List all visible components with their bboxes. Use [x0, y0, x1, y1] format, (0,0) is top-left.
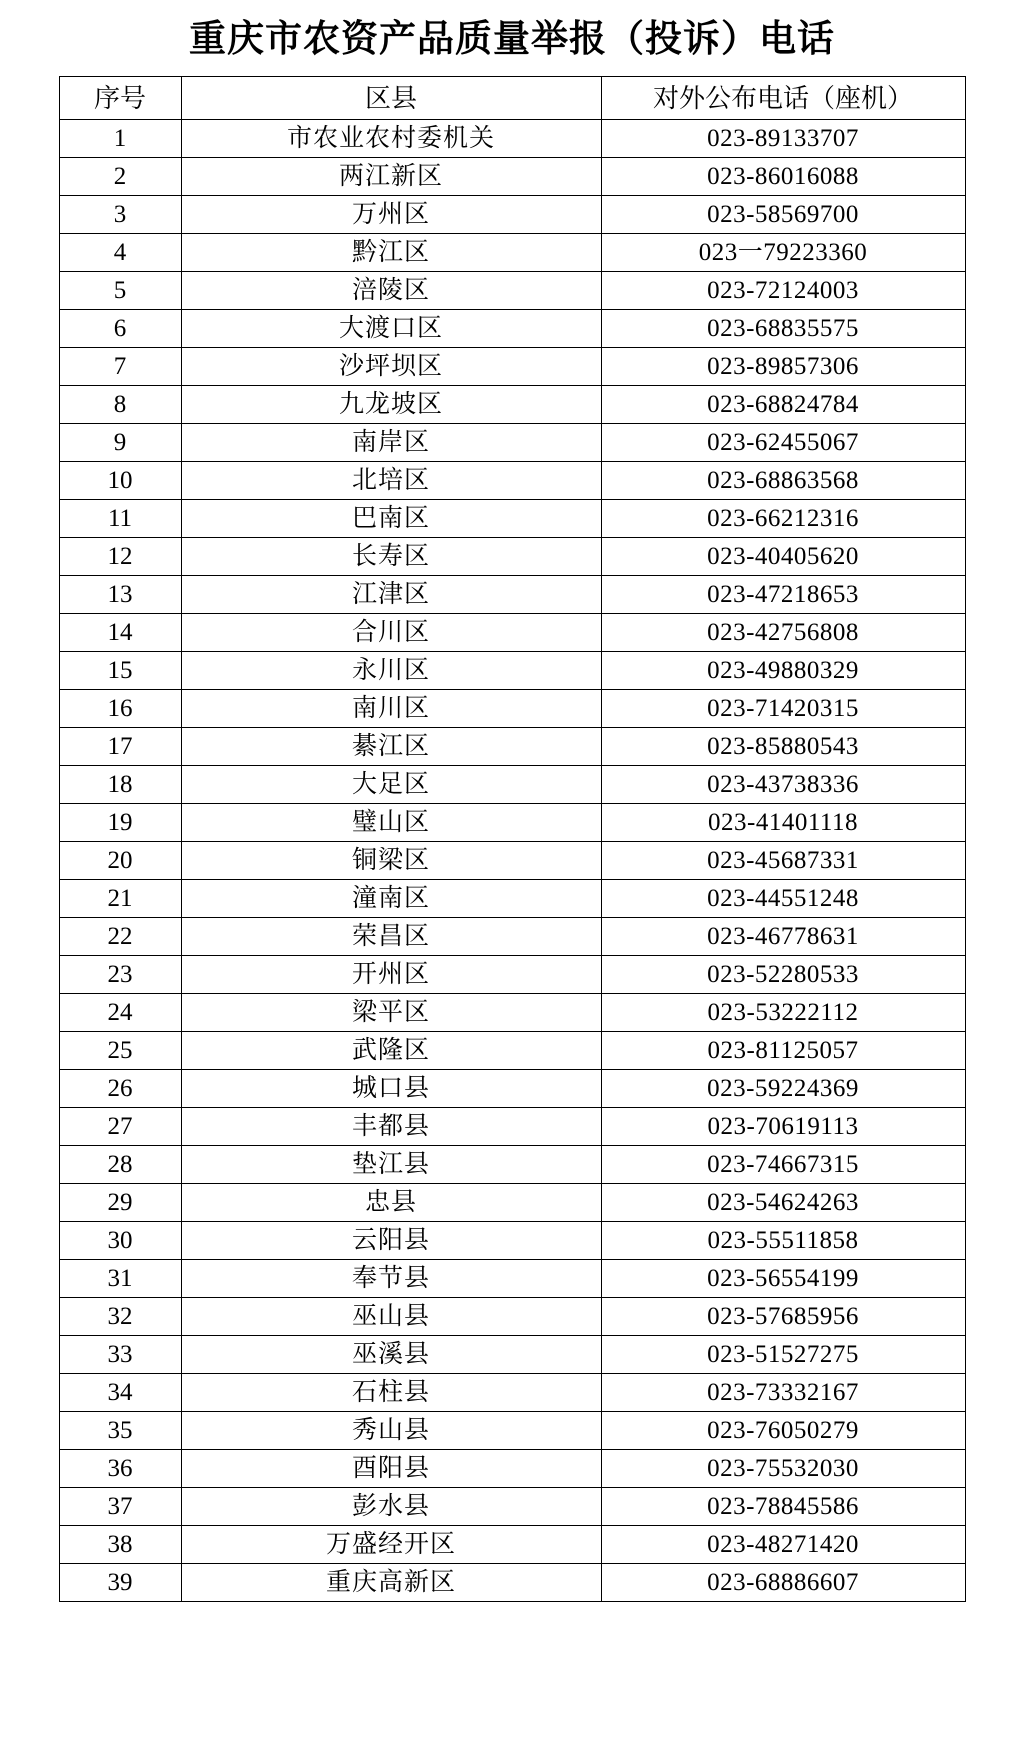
cell-index: 32 — [59, 1298, 181, 1336]
table-row — [59, 994, 965, 1032]
cell-area: 巴南区 — [181, 500, 601, 538]
cell-index: 9 — [59, 424, 181, 462]
table-row — [59, 1488, 965, 1526]
table-row — [59, 1260, 965, 1298]
cell-phone: 023-42756808 — [601, 614, 965, 652]
table-row — [59, 120, 965, 158]
cell-phone: 023-54624263 — [601, 1184, 965, 1222]
cell-area: 石柱县 — [181, 1374, 601, 1412]
table-header-row — [59, 77, 965, 120]
column-header-area: 区县 — [181, 77, 601, 120]
table-row — [59, 1412, 965, 1450]
cell-area: 北培区 — [181, 462, 601, 500]
table-row — [59, 1146, 965, 1184]
cell-phone: 023-74667315 — [601, 1146, 965, 1184]
table-row — [59, 424, 965, 462]
cell-phone: 023-57685956 — [601, 1298, 965, 1336]
cell-area: 永川区 — [181, 652, 601, 690]
cell-phone: 023-48271420 — [601, 1526, 965, 1564]
cell-phone: 023-44551248 — [601, 880, 965, 918]
table-row — [59, 918, 965, 956]
cell-index: 12 — [59, 538, 181, 576]
cell-phone: 023-56554199 — [601, 1260, 965, 1298]
table-row — [59, 1070, 965, 1108]
cell-area: 长寿区 — [181, 538, 601, 576]
cell-phone: 023-68886607 — [601, 1564, 965, 1602]
cell-index: 7 — [59, 348, 181, 386]
cell-phone: 023-86016088 — [601, 158, 965, 196]
cell-index: 18 — [59, 766, 181, 804]
cell-area: 大足区 — [181, 766, 601, 804]
cell-phone: 023-70619113 — [601, 1108, 965, 1146]
table-row — [59, 652, 965, 690]
table-row — [59, 1298, 965, 1336]
cell-index: 5 — [59, 272, 181, 310]
cell-index: 2 — [59, 158, 181, 196]
table-row — [59, 272, 965, 310]
cell-phone: 023-76050279 — [601, 1412, 965, 1450]
cell-phone: 023-89857306 — [601, 348, 965, 386]
table-row — [59, 1374, 965, 1412]
cell-index: 1 — [59, 120, 181, 158]
cell-area: 彭水县 — [181, 1488, 601, 1526]
cell-index: 17 — [59, 728, 181, 766]
cell-phone: 023-66212316 — [601, 500, 965, 538]
cell-index: 3 — [59, 196, 181, 234]
cell-area: 开州区 — [181, 956, 601, 994]
cell-index: 33 — [59, 1336, 181, 1374]
cell-index: 30 — [59, 1222, 181, 1260]
table-row — [59, 880, 965, 918]
cell-index: 29 — [59, 1184, 181, 1222]
cell-phone: 023-47218653 — [601, 576, 965, 614]
cell-index: 13 — [59, 576, 181, 614]
cell-index: 21 — [59, 880, 181, 918]
table-row — [59, 956, 965, 994]
cell-index: 23 — [59, 956, 181, 994]
table-row — [59, 158, 965, 196]
cell-index: 22 — [59, 918, 181, 956]
table-row — [59, 234, 965, 272]
cell-phone: 023-55511858 — [601, 1222, 965, 1260]
cell-phone: 023-68835575 — [601, 310, 965, 348]
cell-index: 19 — [59, 804, 181, 842]
table-row — [59, 196, 965, 234]
cell-phone: 023-78845586 — [601, 1488, 965, 1526]
cell-area: 涪陵区 — [181, 272, 601, 310]
cell-phone: 023-85880543 — [601, 728, 965, 766]
cell-phone: 023-62455067 — [601, 424, 965, 462]
cell-area: 南川区 — [181, 690, 601, 728]
cell-phone: 023一79223360 — [601, 234, 965, 272]
cell-area: 酉阳县 — [181, 1450, 601, 1488]
cell-index: 37 — [59, 1488, 181, 1526]
cell-area: 荣昌区 — [181, 918, 601, 956]
phone-directory-table — [59, 76, 966, 1602]
table-row — [59, 462, 965, 500]
cell-area: 南岸区 — [181, 424, 601, 462]
cell-area: 巫溪县 — [181, 1336, 601, 1374]
table-row — [59, 538, 965, 576]
cell-phone: 023-71420315 — [601, 690, 965, 728]
cell-phone: 023-68824784 — [601, 386, 965, 424]
table-row — [59, 766, 965, 804]
cell-area: 九龙坡区 — [181, 386, 601, 424]
cell-phone: 023-45687331 — [601, 842, 965, 880]
cell-phone: 023-59224369 — [601, 1070, 965, 1108]
cell-area: 璧山区 — [181, 804, 601, 842]
cell-index: 11 — [59, 500, 181, 538]
table-row — [59, 690, 965, 728]
cell-phone: 023-58569700 — [601, 196, 965, 234]
cell-area: 黔江区 — [181, 234, 601, 272]
table-row — [59, 1222, 965, 1260]
table-row — [59, 728, 965, 766]
table-row — [59, 310, 965, 348]
cell-index: 4 — [59, 234, 181, 272]
cell-phone: 023-75532030 — [601, 1450, 965, 1488]
cell-phone: 023-72124003 — [601, 272, 965, 310]
table-row — [59, 842, 965, 880]
table-row — [59, 576, 965, 614]
cell-area: 秀山县 — [181, 1412, 601, 1450]
cell-index: 14 — [59, 614, 181, 652]
cell-index: 31 — [59, 1260, 181, 1298]
cell-phone: 023-51527275 — [601, 1336, 965, 1374]
cell-area: 大渡口区 — [181, 310, 601, 348]
cell-index: 6 — [59, 310, 181, 348]
cell-area: 奉节县 — [181, 1260, 601, 1298]
cell-index: 35 — [59, 1412, 181, 1450]
table-row — [59, 1184, 965, 1222]
table-body — [59, 120, 965, 1602]
cell-index: 20 — [59, 842, 181, 880]
cell-phone: 023-89133707 — [601, 120, 965, 158]
table-row — [59, 1526, 965, 1564]
table-row — [59, 804, 965, 842]
cell-phone: 023-41401118 — [601, 804, 965, 842]
table-row — [59, 1032, 965, 1070]
cell-phone: 023-46778631 — [601, 918, 965, 956]
cell-index: 36 — [59, 1450, 181, 1488]
column-header-index: 序号 — [59, 77, 181, 120]
table-row — [59, 386, 965, 424]
cell-index: 26 — [59, 1070, 181, 1108]
cell-phone: 023-40405620 — [601, 538, 965, 576]
cell-area: 合川区 — [181, 614, 601, 652]
cell-area: 万州区 — [181, 196, 601, 234]
cell-area: 梁平区 — [181, 994, 601, 1032]
cell-phone: 023-73332167 — [601, 1374, 965, 1412]
table-row — [59, 1450, 965, 1488]
cell-phone: 023-49880329 — [601, 652, 965, 690]
cell-phone: 023-43738336 — [601, 766, 965, 804]
cell-phone: 023-81125057 — [601, 1032, 965, 1070]
table-row — [59, 500, 965, 538]
cell-index: 28 — [59, 1146, 181, 1184]
cell-index: 39 — [59, 1564, 181, 1602]
cell-area: 江津区 — [181, 576, 601, 614]
cell-area: 重庆高新区 — [181, 1564, 601, 1602]
cell-index: 15 — [59, 652, 181, 690]
cell-area: 忠县 — [181, 1184, 601, 1222]
cell-index: 38 — [59, 1526, 181, 1564]
table-row — [59, 348, 965, 386]
cell-index: 16 — [59, 690, 181, 728]
cell-phone: 023-53222112 — [601, 994, 965, 1032]
cell-index: 25 — [59, 1032, 181, 1070]
cell-area: 潼南区 — [181, 880, 601, 918]
page-title: 重庆市农资产品质量举报（投诉）电话 — [189, 19, 835, 60]
cell-index: 10 — [59, 462, 181, 500]
table-row — [59, 1336, 965, 1374]
cell-area: 丰都县 — [181, 1108, 601, 1146]
cell-area: 巫山县 — [181, 1298, 601, 1336]
cell-area: 垫江县 — [181, 1146, 601, 1184]
table-row — [59, 614, 965, 652]
cell-index: 34 — [59, 1374, 181, 1412]
cell-index: 24 — [59, 994, 181, 1032]
cell-area: 綦江区 — [181, 728, 601, 766]
cell-index: 27 — [59, 1108, 181, 1146]
column-header-phone: 对外公布电话（座机） — [601, 77, 965, 120]
cell-area: 两江新区 — [181, 158, 601, 196]
cell-area: 武隆区 — [181, 1032, 601, 1070]
cell-area: 铜梁区 — [181, 842, 601, 880]
table-row — [59, 1564, 965, 1602]
cell-area: 沙坪坝区 — [181, 348, 601, 386]
cell-area: 市农业农村委机关 — [181, 120, 601, 158]
cell-phone: 023-68863568 — [601, 462, 965, 500]
cell-index: 8 — [59, 386, 181, 424]
cell-area: 云阳县 — [181, 1222, 601, 1260]
table-row — [59, 1108, 965, 1146]
cell-phone: 023-52280533 — [601, 956, 965, 994]
cell-area: 城口县 — [181, 1070, 601, 1108]
cell-area: 万盛经开区 — [181, 1526, 601, 1564]
